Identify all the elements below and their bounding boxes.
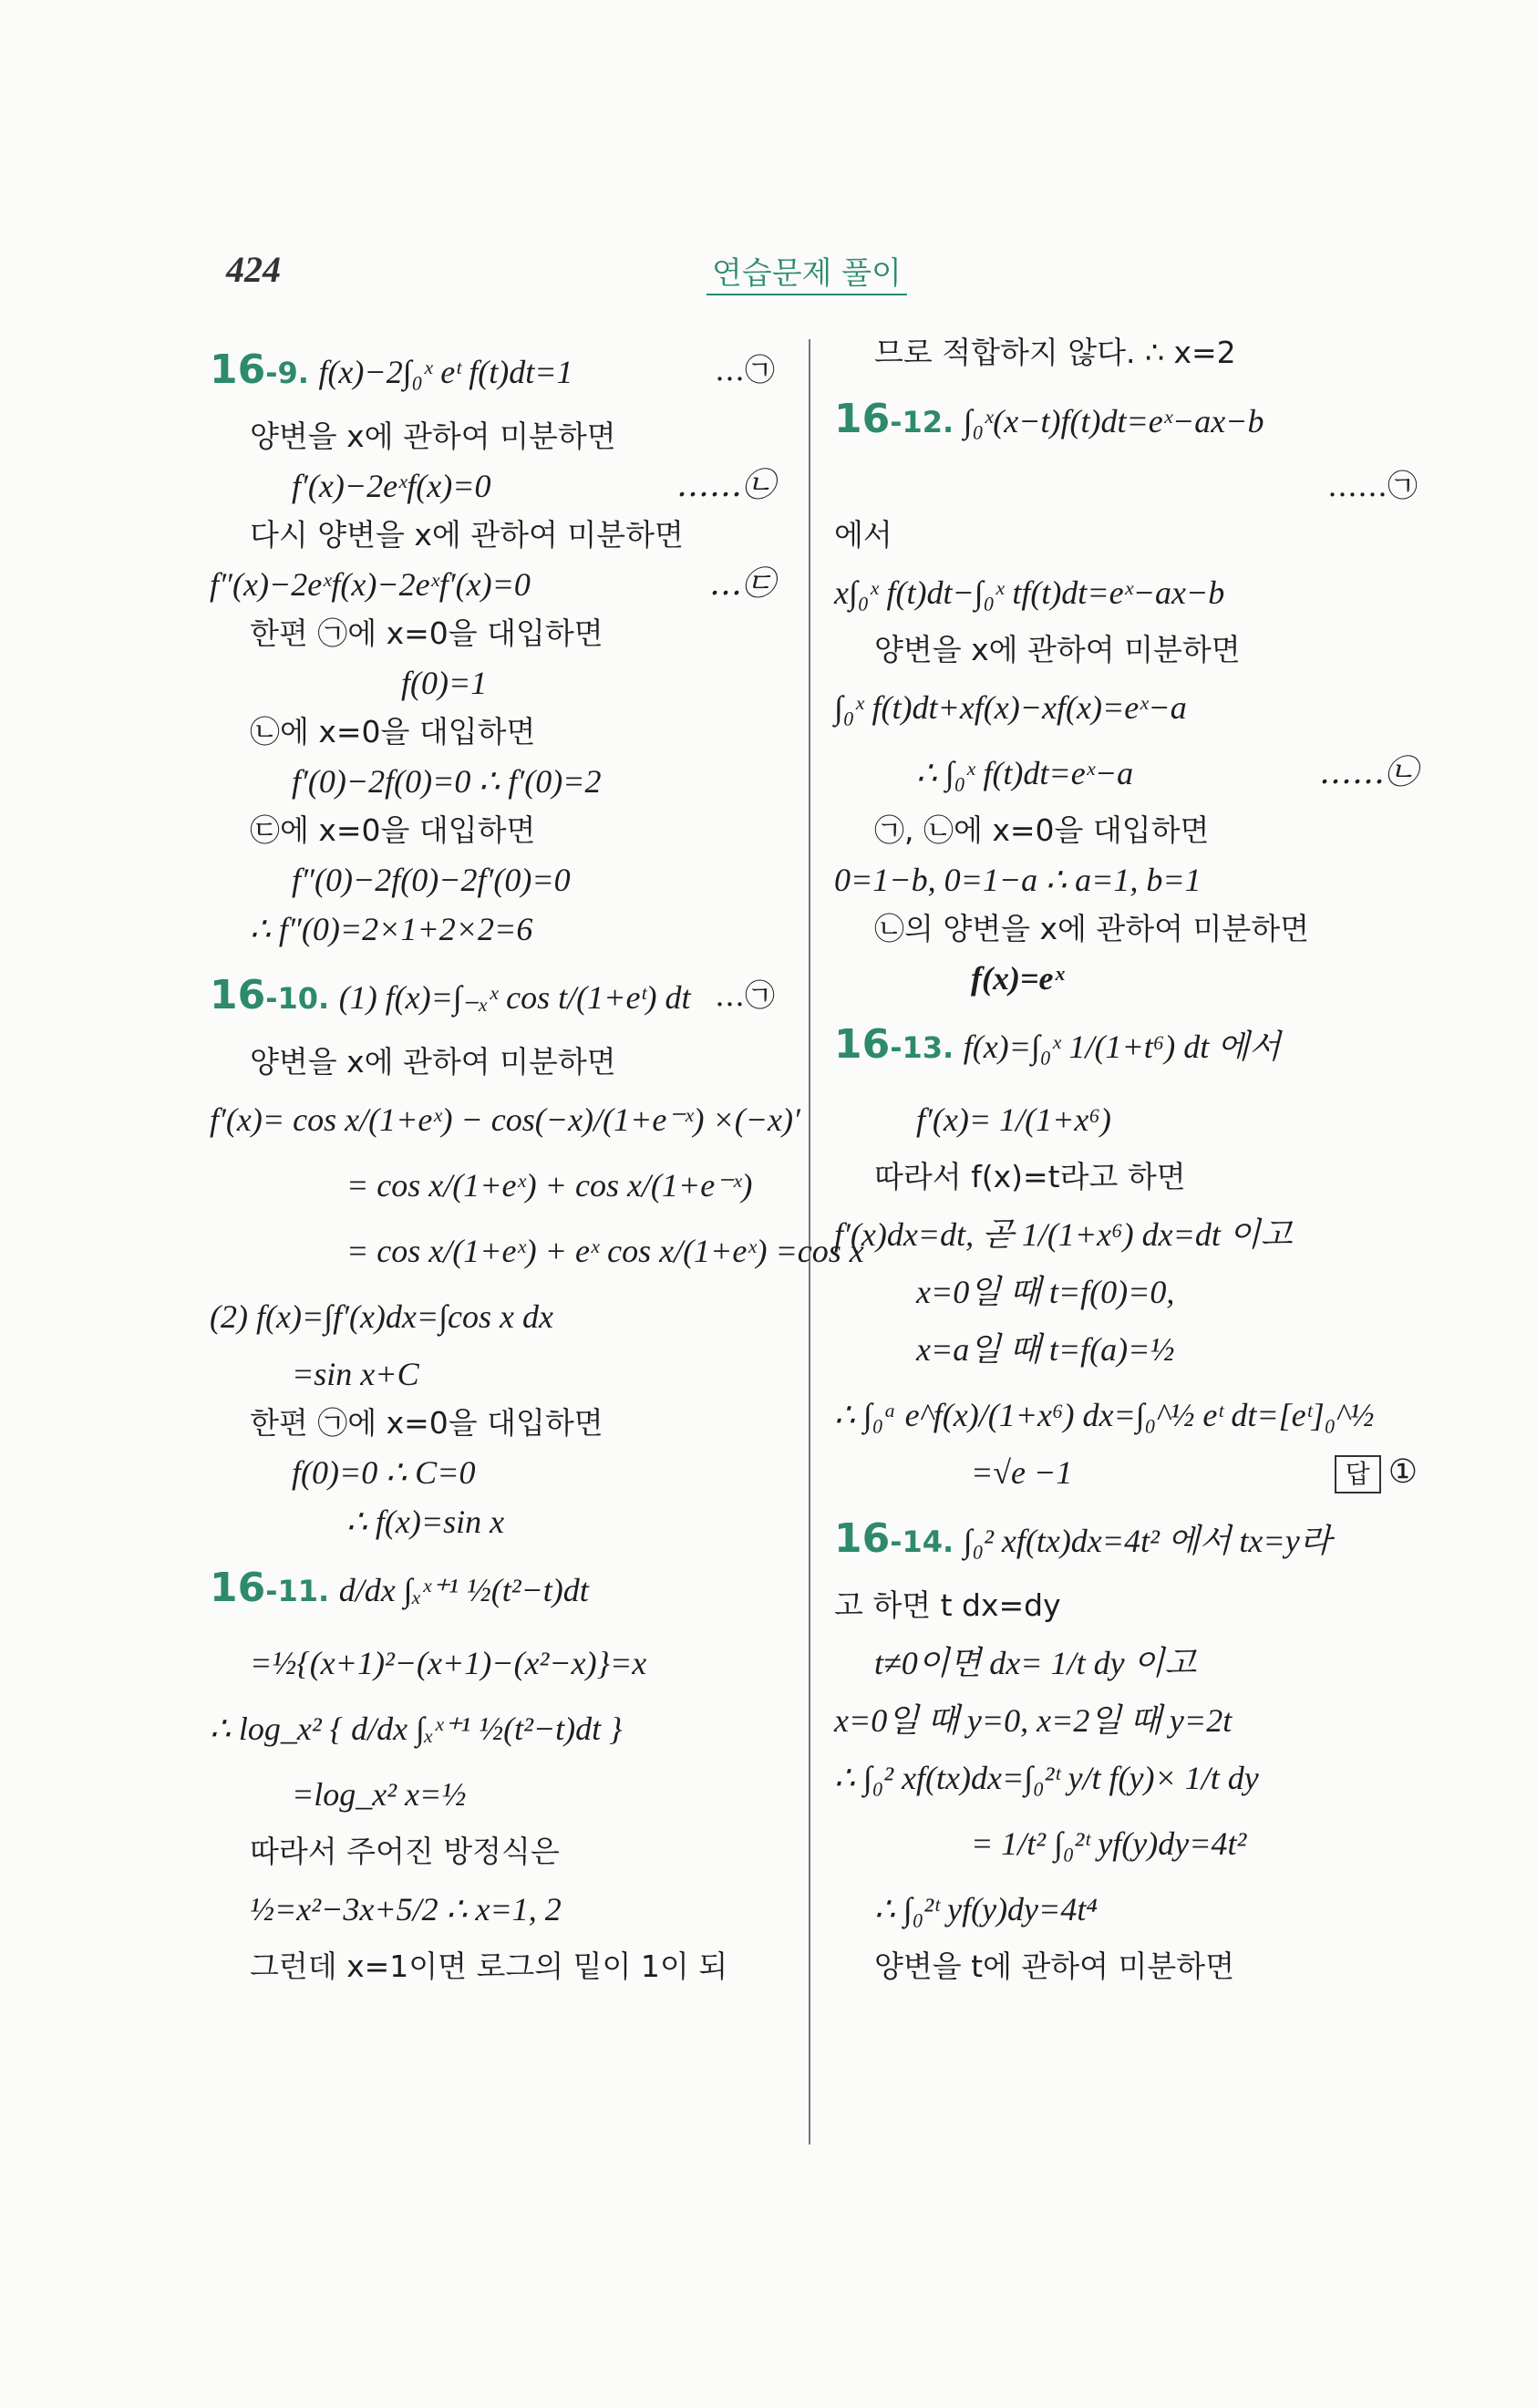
solution-line: 그런데 x=1이면 로그의 밑이 1이 되 xyxy=(250,1948,728,1984)
equation-line: f(0)=1 xyxy=(401,665,488,701)
equation-line: (2) f(x)=∫f′(x)dx=∫cos x dx xyxy=(210,1298,553,1335)
solution-line: 따라서 주어진 방정식은 xyxy=(250,1834,560,1869)
equation-line: =√e −1 답 ① xyxy=(834,1448,1427,1497)
solution-line: 양변을 t에 관하여 미분하면 xyxy=(874,1948,1235,1984)
answer xyxy=(1335,1448,1418,1497)
equation-line: f(0)=0 ∴ C=0 xyxy=(292,1454,476,1491)
equation-line: = 1/t² ∫₀²ᵗ yf(y)dy=4t² xyxy=(971,1825,1247,1862)
equation-line: t≠0이면 dx= 1/t dy 이고 xyxy=(874,1645,1197,1681)
equation-line: f′(x)= cos x/(1+eˣ) − cos(−x)/(1+e⁻ˣ) ×(−x)′ xyxy=(210,1101,800,1138)
equation: f(x)−2∫₀ˣ eᵗ f(t)dt=1 xyxy=(318,354,573,390)
solution-line: 에서 xyxy=(834,517,892,553)
solution-line: 양변을 x에 관하여 미분하면 xyxy=(250,1044,616,1080)
right-column xyxy=(834,328,1427,1991)
solution-line: 양변을 x에 관하여 미분하면 xyxy=(874,632,1241,667)
solution-line: ㉡에 x=0을 대입하면 xyxy=(250,714,536,749)
solution-line: 한편 ㉠에 x=0을 대입하면 xyxy=(250,1405,603,1441)
answer-label: 답 xyxy=(1335,1455,1381,1493)
result-line: ∴ f″(0)=2×1+2×2=6 xyxy=(250,911,533,947)
answer-choice: ① xyxy=(1387,1453,1418,1491)
equation: f(x)=∫₀ˣ 1/(1+t⁶) dt 에서 xyxy=(963,1028,1281,1065)
problem-number: 16-14. xyxy=(834,1515,954,1562)
equation-line: f′(x)−2eˣf(x)=0 ……㉡ xyxy=(292,467,775,504)
equation-tag-line: ……㉠ xyxy=(1327,468,1418,503)
equation-line: ∴ ∫₀² xf(tx)dx=∫₀²ᵗ y/t f(y)× 1/t dy xyxy=(834,1760,1259,1796)
equation-tag: …㉠ xyxy=(715,977,775,1013)
solution-line: ㉡의 양변을 x에 관하여 미분하면 xyxy=(874,911,1310,946)
equation: ∫₀ˣ(x−t)f(t)dt=eˣ−ax−b xyxy=(963,403,1264,439)
solution-line: 양변을 x에 관하여 미분하면 xyxy=(250,419,616,454)
problem-number: 16-9. xyxy=(210,346,309,393)
equation-line: ∴ ∫₀ˣ f(t)dt=eˣ−a ……㉡ xyxy=(916,754,1418,791)
result-line: f(x)=eˣ xyxy=(971,960,1065,997)
problem-16-12 xyxy=(834,377,1427,461)
continued-line: 므로 적합하지 않다. ∴ x=2 xyxy=(874,335,1236,370)
problem-number: 16-11. xyxy=(210,1565,330,1611)
section-header: 연습문제 풀이 xyxy=(707,248,907,295)
equation-line: f″(0)−2f(0)−2f′(0)=0 xyxy=(292,862,571,898)
equation-line: x=a일 때 t=f(a)=½ xyxy=(916,1331,1175,1368)
equation-line: =log_x² x=½ xyxy=(292,1776,467,1813)
solution-line: 한편 ㉠에 x=0을 대입하면 xyxy=(250,615,603,651)
equation-line: = cos x/(1+eˣ) + eˣ cos x/(1+eˣ) =cos x xyxy=(346,1233,864,1269)
equation-line: =½{(x+1)²−(x+1)−(x²−x)}=x xyxy=(250,1645,647,1681)
equation-line: ∴ log_x² { d/dx ∫ₓˣ⁺¹ ½(t²−t)dt } xyxy=(210,1710,623,1747)
solution-line: 따라서 f(x)=t라고 하면 xyxy=(874,1159,1186,1194)
equation-line: x=0일 때 y=0, x=2일 때 y=2t xyxy=(834,1702,1233,1739)
problem-16-11 xyxy=(210,1546,784,1630)
equation: ∫₀² xf(tx)dx=4t² 에서 tx=y라 xyxy=(963,1523,1332,1559)
solution-line: 고 하면 t dx=dy xyxy=(834,1587,1061,1623)
equation: (1) f(x)=∫₋ₓˣ cos t/(1+eᵗ) dt xyxy=(338,979,691,1016)
equation-line: =sin x+C xyxy=(292,1356,419,1392)
problem-number: 16-10. xyxy=(210,972,330,1018)
equation-line: f′(x)= 1/(1+x⁶) xyxy=(916,1101,1111,1138)
equation-line: f′(x)dx=dt, 곧 1/(1+x⁶) dx=dt 이고 xyxy=(834,1216,1293,1253)
result-line: ∴ f(x)=sin x xyxy=(346,1504,505,1540)
solution-line: 다시 양변을 x에 관하여 미분하면 xyxy=(250,517,684,553)
equation-line: x=0일 때 t=f(0)=0, xyxy=(916,1274,1175,1310)
problem-16-14 xyxy=(834,1497,1427,1581)
equation-line: f′(0)−2f(0)=0 ∴ f′(0)=2 xyxy=(292,763,602,800)
solution-line: ㉢에 x=0을 대입하면 xyxy=(250,812,536,848)
problem-number: 16-12. xyxy=(834,396,954,442)
equation-line: ∴ ∫₀ᵃ e^f(x)/(1+x⁶) dx=∫₀^½ eᵗ dt=[eᵗ]₀^½ xyxy=(834,1397,1375,1433)
equation-line: = cos x/(1+eˣ) + cos x/(1+e⁻ˣ) xyxy=(346,1167,753,1204)
equation-line: x∫₀ˣ f(t)dt−∫₀ˣ tf(t)dt=eˣ−ax−b xyxy=(834,574,1225,611)
equation-line: f″(x)−2eˣf(x)−2eˣf′(x)=0 …㉢ xyxy=(210,565,775,603)
equation-tag: …㉠ xyxy=(715,352,775,388)
problem-number: 16-13. xyxy=(834,1021,954,1068)
problem-16-9 xyxy=(210,328,784,412)
problem-16-13 xyxy=(834,1003,1427,1087)
equation: d/dx ∫ₓˣ⁺¹ ½(t²−t)dt xyxy=(338,1572,589,1608)
equation-line: 0=1−b, 0=1−a ∴ a=1, b=1 xyxy=(834,862,1202,898)
page-number: 424 xyxy=(226,249,281,290)
solution-line: ㉠, ㉡에 x=0을 대입하면 xyxy=(874,812,1210,848)
equation-line: ∴ ∫₀²ᵗ yf(y)dy=4t⁴ xyxy=(874,1891,1098,1927)
equation-line: ∫₀ˣ f(t)dt+xf(x)−xf(x)=eˣ−a xyxy=(834,689,1187,726)
equation-line: ½=x²−3x+5/2 ∴ x=1, 2 xyxy=(250,1891,562,1927)
problem-16-10 xyxy=(210,954,784,1038)
